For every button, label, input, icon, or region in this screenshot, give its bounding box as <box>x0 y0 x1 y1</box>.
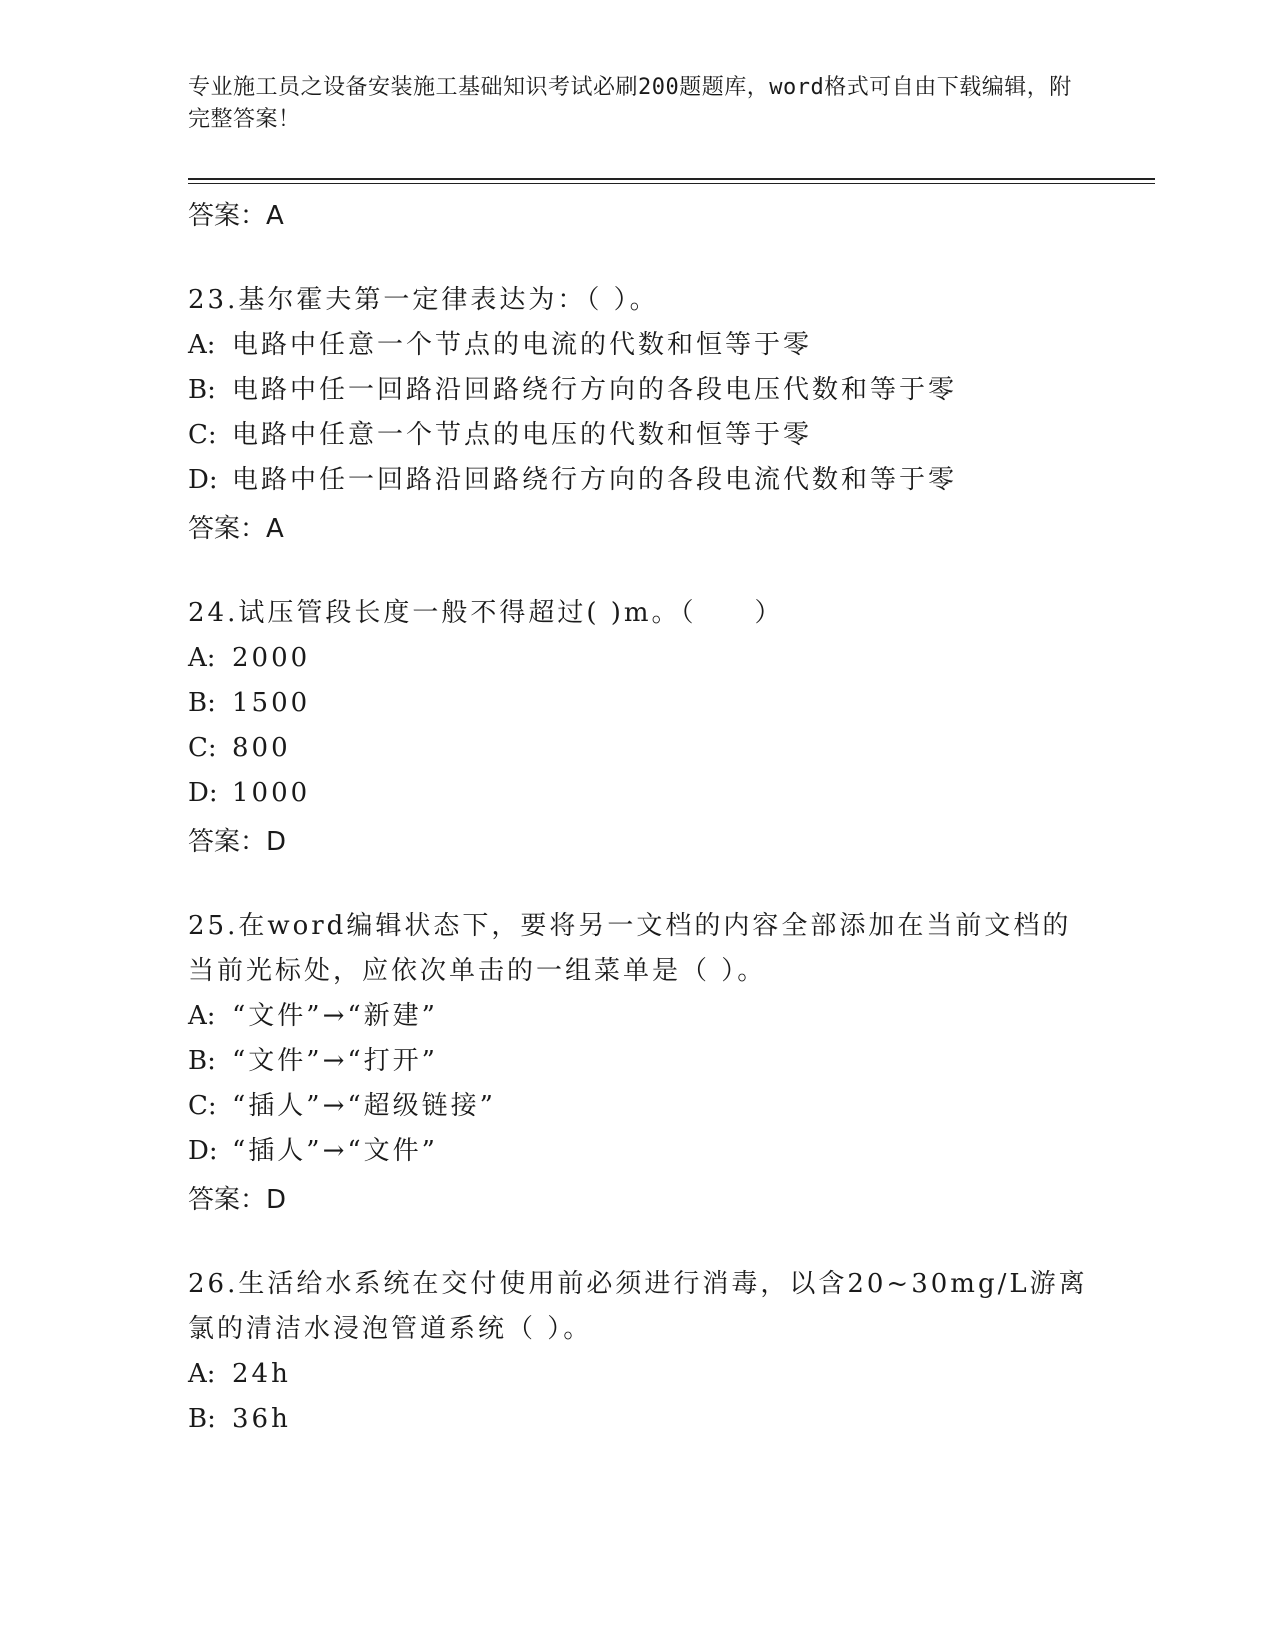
option-text: “插人”→“超级链接” <box>232 1091 496 1121</box>
answer-line: 答案：D <box>188 1185 287 1215</box>
option-a <box>188 636 1088 681</box>
header-rule-thick <box>188 178 1155 180</box>
option-label: C: <box>188 420 217 450</box>
answer-line: 答案：A <box>188 514 284 544</box>
question-block <box>188 904 1088 1220</box>
option-text: 36h <box>232 1404 291 1434</box>
option-text: 电路中任意一个节点的电流的代数和恒等于零 <box>232 330 813 360</box>
option-text: “文件”→“打开” <box>232 1046 438 1076</box>
option-b <box>188 1397 1088 1442</box>
option-c <box>188 413 1088 458</box>
option-label: D: <box>188 1136 218 1166</box>
option-b <box>188 681 1088 726</box>
option-b <box>188 368 1088 413</box>
question-stem: 23.基尔霍夫第一定律表达为：（ ）。 <box>188 285 659 315</box>
option-text: 1500 <box>232 688 311 718</box>
option-label: A: <box>188 643 216 673</box>
question-stem: 24.试压管段长度一般不得超过( )m。（ ） <box>188 598 784 628</box>
option-a <box>188 1352 1088 1397</box>
option-b <box>188 1039 1088 1084</box>
option-a <box>188 994 1088 1039</box>
option-label: A: <box>188 330 216 360</box>
option-c <box>188 726 1088 771</box>
option-d <box>188 458 1088 503</box>
option-label: C: <box>188 1091 217 1121</box>
option-label: B: <box>188 375 216 405</box>
option-label: A: <box>188 1001 216 1031</box>
question-block <box>188 591 1088 862</box>
question-stem: 25.在word编辑状态下，要将另一文档的内容全部添加在当前文档的当前光标处，应依次单击的一组菜单是（ ）。 <box>188 911 1072 986</box>
option-d <box>188 1129 1088 1174</box>
option-label: B: <box>188 1046 216 1076</box>
option-text: “插人”→“文件” <box>232 1136 438 1166</box>
option-label: B: <box>188 1404 216 1434</box>
question-block <box>188 278 1088 549</box>
document-header: 专业施工员之设备安装施工基础知识考试必刷200题题库，word格式可自由下载编辑，附完整答案！ <box>188 75 1072 132</box>
option-text: 电路中任一回路沿回路绕行方向的各段电流代数和等于零 <box>232 465 958 495</box>
question-stem: 26.生活给水系统在交付使用前必须进行消毒，以含20~30mg/L游离氯的清洁水浸泡管道系统（ ）。 <box>188 1269 1088 1344</box>
header-rule-thin <box>188 183 1155 184</box>
question-list <box>188 190 1088 1442</box>
option-text: 24h <box>232 1359 291 1389</box>
option-a <box>188 323 1088 368</box>
option-label: A: <box>188 1359 216 1389</box>
option-c <box>188 1084 1088 1129</box>
option-text: 2000 <box>232 643 311 673</box>
question-block <box>188 1262 1088 1442</box>
option-text: “文件”→“新建” <box>232 1001 438 1031</box>
option-text: 1000 <box>232 778 311 808</box>
answer-line: 答案：A <box>188 201 284 231</box>
option-label: C: <box>188 733 217 763</box>
answer-line: 答案：D <box>188 827 287 857</box>
option-label: D: <box>188 778 218 808</box>
option-d <box>188 771 1088 816</box>
option-text: 电路中任一回路沿回路绕行方向的各段电压代数和等于零 <box>232 375 958 405</box>
option-text: 电路中任意一个节点的电压的代数和恒等于零 <box>232 420 813 450</box>
option-text: 800 <box>232 733 291 763</box>
option-label: D: <box>188 465 218 495</box>
option-label: B: <box>188 688 216 718</box>
